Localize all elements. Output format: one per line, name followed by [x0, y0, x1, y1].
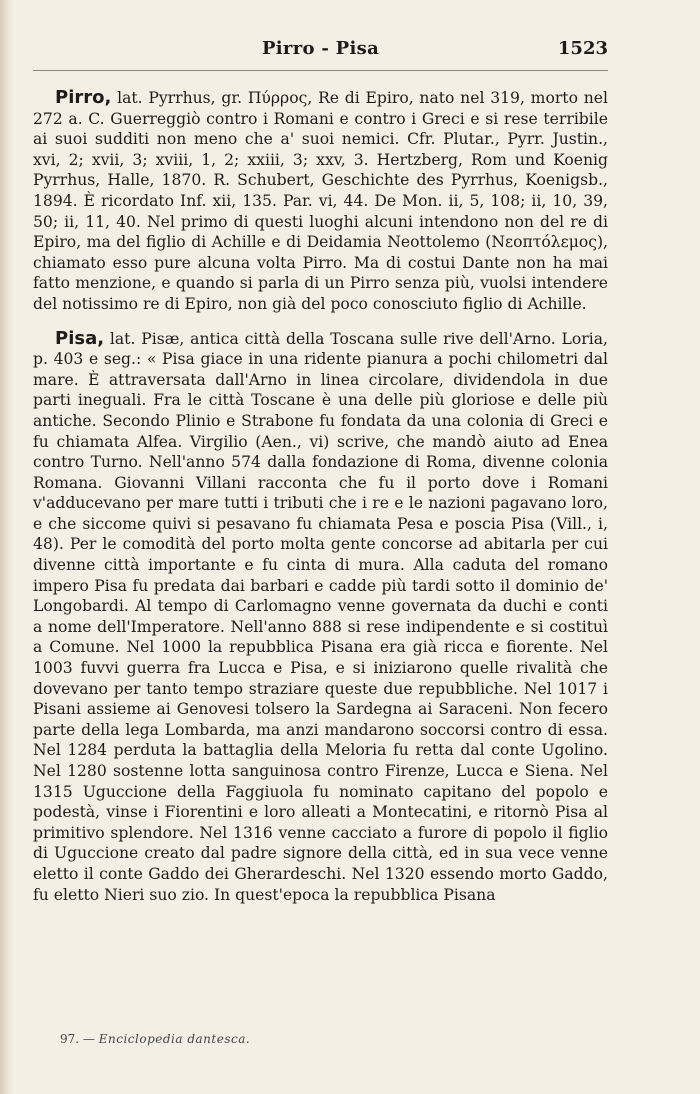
page-body [33, 88, 608, 905]
header-rule [33, 70, 608, 71]
running-header [33, 38, 608, 68]
page-number: 1523 [557, 38, 608, 59]
signature-line [60, 1032, 250, 1046]
entry-text: lat. Pisæ, antica città della Toscana sulle rive dell'Arno. Loria, p. 403 e seg.: « Pisa giace in una ridente pianura a pochi chilometri dal mare. È attraversata dall'Arno in linea circolare, dividendola in due parti ineguali. Fra le città Toscane è una delle più gloriose e delle più antiche. Secondo Plinio e Strabone fu fondata da una colonia di Greci e fu chiamata Alfea. Virgilio (Aen., vi) scrive, che mandò aiuto ad Enea contro Turno. Nell'anno 574 dalla fondazione di Roma, divenne colonia Romana. Giovanni Villani racconta che fu il porto dove i Romani v'adducevano per mare tutti i tributi che i re e le nazioni pagavano loro, e che siccome quivi si pesavano fu chiamata Pesa e poscia Pisa (Vill., i, 48). Per le comodità del porto molta gente concorse ad abitarla per cui divenne città importante e fu cinta di mura. Alla caduta del romano impero Pisa fu predata dai barbari e cadde più tardi sotto il dominio de' Longobardi. Al tempo di Carlomagno venne governata da duchi e conti a nome dell'Imperatore. Nell'anno 888 si rese indipendente e si costituì a Comune. Nel 1000 la repubblica Pisana era già ricca e fiorente. Nel 1003 fuvvi guerra fra Lucca e Pisa, e si iniziarono quelle rivalità che dovevano per tanto tempo straziare queste due repubbliche. Nel 1017 i Pisani assieme ai Genovesi tolsero la Sardegna ai Saraceni. Non fecero parte della lega Lombarda, ma anzi mandarono soccorsi contro di essa. Nel 1284 perduta la battaglia della Meloria fu retta dal conte Ugolino. Nel 1280 sostenne lotta sanguinosa contro Firenze, Lucca e Siena. Nel 1315 Uguccione della Faggiuola fu nominato capitano del popolo e podestà, vinse i Fiorentini e loro alleati a Montecatini, e ritornò Pisa al primitivo splendore. Nel 1316 venne cacciato a furore di popolo il figlio di Uguccione creato dal padre signore della città, ed in sua vece venne eletto il conte Gaddo dei Gherardeschi. Nel 1320 essendo morto Gaddo, fu eletto Nieri suo zio. In quest'epoca la repubblica Pisana [33, 329, 608, 904]
running-title: Pirro - Pisa [261, 38, 380, 59]
headword: Pirro, [55, 87, 112, 108]
work-title: Enciclopedia dantesca. [98, 1032, 251, 1046]
signature-mark: 97. — [60, 1032, 95, 1046]
entry-text: lat. Pyrrhus, gr. Πύρρος, Re di Epiro, nato nel 319, morto nel 272 a. C. Guerreggiò contro i Romani e contro i Greci e si rese terribile ai suoi sudditi non meno che a' suoi nemici. Cfr. Plutar., Pyrr. Justin., xvi, 2; xvii, 3; xviii, 1, 2; xxiii, 3; xxv, 3. Hertzberg, Rom und Koenig Pyrrhus, Halle, 1870. R. Schubert, Geschichte des Pyrrhus, Koenigsb., 1894. È ricordato Inf. xii, 135. Par. vi, 44. De Mon. ii, 5, 108; ii, 10, 39, 50; ii, 11, 40. Nel primo di questi luoghi alcuni intendono non del re di Epiro, ma del figlio di Achille e di Deidamia Neottolemo (Νεοπτόλεμος), chiamato esso pure alcuna volta Pirro. Ma di costui Dante non ha mai fatto menzione, e quando si parla di un Pirro senza più, vuolsi intendere del notissimo re di Epiro, non già del poco conosciuto figlio di Achille. [33, 89, 608, 313]
page-binding-edge [0, 0, 14, 1094]
headword: Pisa, [55, 327, 105, 349]
entry-pisa [33, 329, 608, 906]
entry-pirro [33, 88, 608, 315]
